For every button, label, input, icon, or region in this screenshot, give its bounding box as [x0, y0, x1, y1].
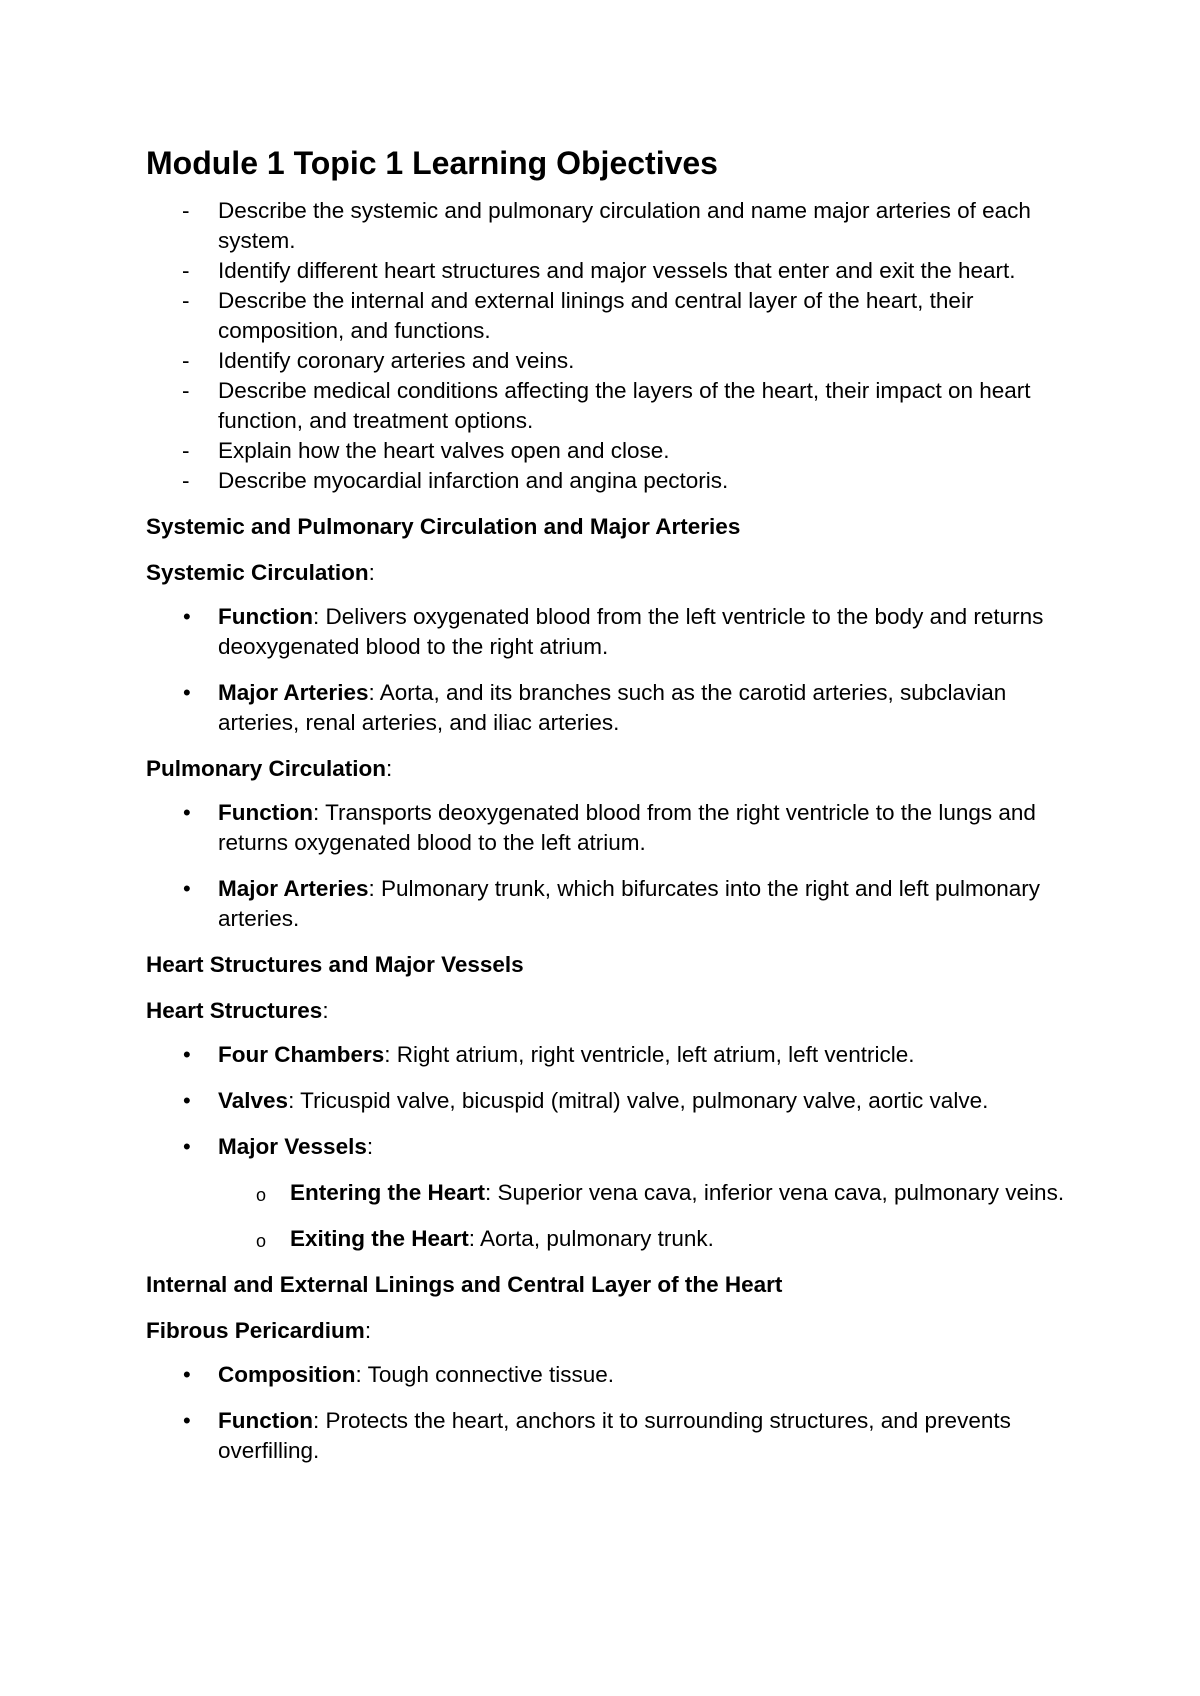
document-page: [146, 140, 1076, 1482]
list-item: • Major Arteries: Pulmonary trunk, which bifurcates into the right and left pulmonary arteries.: [183, 876, 1041, 931]
list-item: • Major Vessels: o Entering the Heart: Superior vena cava, inferior vena cava, pulmonary veins. o Exiting the Heart: Aorta, pulmonary trunk.: [146, 1132, 1076, 1254]
bullet-marker: •: [183, 800, 191, 825]
list-item: o Exiting the Heart: Aorta, pulmonary trunk.: [218, 1224, 1076, 1254]
fibrous-list: [146, 1360, 1076, 1466]
list-item: • Function: Transports deoxygenated blood from the right ventricle to the lungs and returns oxygenated blood to the left atrium.: [183, 800, 1036, 855]
list-item: • Function: Delivers oxygenated blood from the left ventricle to the body and returns deoxygenated blood to the right atrium.: [183, 604, 1044, 659]
list-item: • Valves: Tricuspid valve, bicuspid (mitral) valve, pulmonary valve, aortic valve.: [146, 1086, 1076, 1116]
subheading-pulmonary: Pulmonary Circulation:: [146, 756, 393, 781]
list-item: - Describe medical conditions affecting the layers of the heart, their impact on heart function, and treatment options.: [182, 378, 1031, 433]
subheading-fibrous-pericardium: Fibrous Pericardium:: [146, 1318, 372, 1343]
bullet-marker: •: [183, 1362, 191, 1387]
pulmonary-list: [146, 798, 1076, 934]
list-item: - Identify different heart structures and major vessels that enter and exit the heart.: [146, 256, 1076, 286]
dash-marker: -: [182, 348, 190, 373]
list-item: • Major Arteries: Aorta, and its branches such as the carotid arteries, subclavian arteries, renal arteries, and iliac arteries.: [183, 680, 1007, 735]
list-item: • Four Chambers: Right atrium, right ventricle, left atrium, left ventricle.: [146, 1040, 1076, 1070]
list-item: - Describe the internal and external linings and central layer of the heart, their composition, and functions.: [182, 288, 974, 343]
list-item: o Entering the Heart: Superior vena cava, inferior vena cava, pulmonary veins.: [218, 1178, 1076, 1208]
page-title: Module 1 Topic 1 Learning Objectives: [146, 145, 718, 181]
subheading-systemic: Systemic Circulation:: [146, 560, 375, 585]
bullet-marker: •: [183, 1088, 191, 1113]
dash-marker: -: [182, 198, 190, 223]
bullet-marker: •: [183, 604, 191, 629]
bullet-marker: •: [183, 1134, 191, 1159]
dash-marker: -: [182, 438, 190, 463]
bullet-marker: •: [183, 1408, 191, 1433]
systemic-list: [146, 602, 1076, 738]
circle-marker: o: [256, 1231, 267, 1251]
list-item: - Explain how the heart valves open and close.: [146, 436, 1076, 466]
list-item: - Identify coronary arteries and veins.: [146, 346, 1076, 376]
subheading-heart-structures: Heart Structures:: [146, 998, 329, 1023]
vessels-sublist: [218, 1178, 1076, 1254]
bullet-marker: •: [183, 680, 191, 705]
list-item: - Describe myocardial infarction and angina pectoris.: [146, 466, 1076, 496]
bullet-marker: •: [183, 876, 191, 901]
bullet-marker: •: [183, 1042, 191, 1067]
dash-marker: -: [182, 288, 190, 313]
dash-marker: -: [182, 378, 190, 403]
section-heading-linings: Internal and External Linings and Central Layer of the Heart: [146, 1272, 783, 1297]
list-item: - Describe the systemic and pulmonary circulation and name major arteries of each system.: [182, 198, 1031, 253]
section-heading-circulation: Systemic and Pulmonary Circulation and Major Arteries: [146, 514, 741, 539]
section-heading-structures: Heart Structures and Major Vessels: [146, 952, 524, 977]
list-item: • Function: Protects the heart, anchors it to surrounding structures, and prevents overfilling.: [183, 1408, 1011, 1463]
structures-list: [146, 1040, 1076, 1254]
dash-marker: -: [182, 258, 190, 283]
objectives-list: [146, 196, 1076, 496]
list-item: • Composition: Tough connective tissue.: [146, 1360, 1076, 1390]
dash-marker: -: [182, 468, 190, 493]
circle-marker: o: [256, 1185, 267, 1205]
